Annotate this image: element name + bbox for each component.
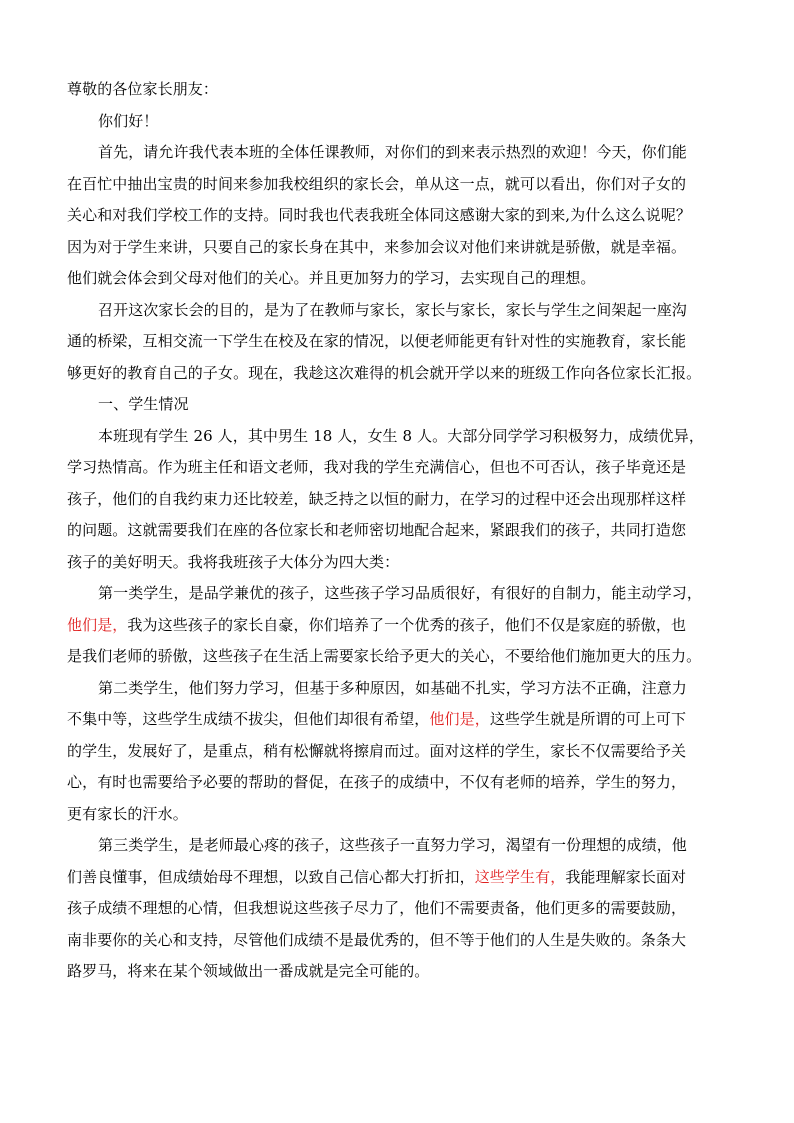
paragraph-line: 第一类学生，是品学兼优的孩子，这些孩子学习品质很好，有很好的自制力，能主动学习， bbox=[98, 584, 703, 602]
paragraph-line: 他们就会体会到父母对他们的关心。并且更加努力的学习，去实现自己的理想。 bbox=[67, 269, 596, 287]
paragraph-line: 孩子，他们的自我约束力还比较差，缺乏持之以恒的耐力，在学习的过程中还会出现那样这样 bbox=[67, 489, 687, 508]
paragraph-purpose bbox=[67, 295, 727, 390]
highlighted-text: 他们是， bbox=[67, 615, 128, 634]
paragraph-line: 心，有时也需要给予必要的帮助的督促，在孩子的成绩中，不仅有老师的培养，学生的努力， bbox=[67, 773, 687, 791]
paragraph-line: 的学生，发展好了，是重点，稍有松懈就将擦肩而过。面对这样的学生，家长不仅需要给予关 bbox=[67, 741, 687, 760]
paragraph-line: 在百忙中抽出宝贵的时间来参加我校组织的家长会，单从这一点，就可以看出，你们对子女的 bbox=[67, 174, 687, 193]
document-page bbox=[67, 74, 727, 988]
paragraph-line: 第三类学生，是老师最心疼的孩子，这些孩子一直努力学习，渴望有一份理想的成绩，他 bbox=[98, 836, 687, 854]
line-text: 不集中等，这些学生成绩不拔尖，但他们却很有希望， bbox=[67, 710, 430, 728]
paragraph-line: 更有家长的汗水。 bbox=[67, 804, 188, 823]
greeting: 你们好！ bbox=[98, 111, 159, 130]
paragraph-line: 孩子成绩不理想的心情，但我想说这些孩子尽力了，他们不需要责备，他们更多的需要鼓励， bbox=[67, 899, 687, 917]
paragraph-type-two bbox=[67, 673, 727, 831]
line-text: 我为这些孩子的家长自豪，你们培养了一个优秀的孩子，他们不仅是家庭的骄傲，也 bbox=[127, 615, 687, 634]
paragraph-line: 南非要你的关心和支持，尽管他们成绩不是最优秀的，但不等于他们的人生是失败的。条条大 bbox=[67, 930, 687, 949]
paragraph-line: 学习热情高。作为班主任和语文老师，我对我的学生充满信心，但也不可否认，孩子毕竟还是 bbox=[67, 458, 687, 476]
paragraph-line: 路罗马，将来在某个领域做出一番成就是完全可能的。 bbox=[67, 962, 430, 980]
paragraph-welcome bbox=[67, 137, 727, 295]
paragraph-line: 因为对于学生来讲，只要自己的家长身在其中，来参加会议对他们来讲就是骄傲，就是幸福。 bbox=[67, 237, 687, 256]
paragraph-line: 的问题。这就需要我们在座的各位家长和老师密切地配合起来，紧跟我们的孩子，共同打造您 bbox=[67, 521, 687, 539]
paragraph-line: 是我们老师的骄傲，这些孩子在生活上需要家长给予更大的关心，不要给他们施加更大的压力。 bbox=[67, 647, 702, 665]
paragraph-line: 召开这次家长会的目的，是为了在教师与家长，家长与家长，家长与学生之间架起一座沟 bbox=[98, 300, 687, 319]
paragraph-line bbox=[67, 704, 727, 736]
line-text: 我能理解家长面对 bbox=[565, 867, 687, 886]
paragraph-line: 孩子的美好明天。我将我班孩子大体分为四大类： bbox=[67, 552, 400, 571]
salutation: 尊敬的各位家长朋友： bbox=[67, 80, 219, 98]
paragraph-line: 够更好的教育自己的子女。现在，我趁这次难得的机会就开学以来的班级工作向各位家长汇报。 bbox=[67, 363, 702, 382]
paragraph-line: 本班现有学生 26 人，其中男生 18 人，女生 8 人。大部分同学学习积极努力，成绩优异， bbox=[98, 426, 704, 445]
highlighted-text: 这些学生有， bbox=[474, 867, 566, 886]
paragraph-class-overview bbox=[67, 421, 727, 579]
paragraph-line bbox=[67, 610, 727, 642]
paragraph-line: 关心和对我们学校工作的支持。同时我也代表我班全体同这感谢大家的到来,为什么这么说呢？ bbox=[67, 206, 691, 224]
section-heading: 一、学生情况 bbox=[98, 395, 189, 413]
line-text: 们善良懂事，但成绩始母不理想，以致自己信心都大打折扣， bbox=[67, 867, 475, 886]
paragraph-line: 通的桥梁，互相交流一下学生在校及在家的情况，以便老师能更有针对性的实施教育，家长能 bbox=[67, 332, 687, 350]
paragraph-line: 第二类学生，他们努力学习，但基于多种原因，如基础不扎实，学习方法不正确，注意力 bbox=[98, 678, 687, 697]
paragraph-type-three bbox=[67, 830, 727, 988]
paragraph-type-one bbox=[67, 578, 727, 673]
paragraph-line: 首先，请允许我代表本班的全体任课教师，对你们的到来表示热烈的欢迎！今天，你们能 bbox=[98, 143, 687, 161]
paragraph-line bbox=[67, 862, 727, 894]
highlighted-text: 他们是， bbox=[429, 710, 490, 728]
line-text: 这些学生就是所谓的可上可下 bbox=[489, 710, 687, 728]
